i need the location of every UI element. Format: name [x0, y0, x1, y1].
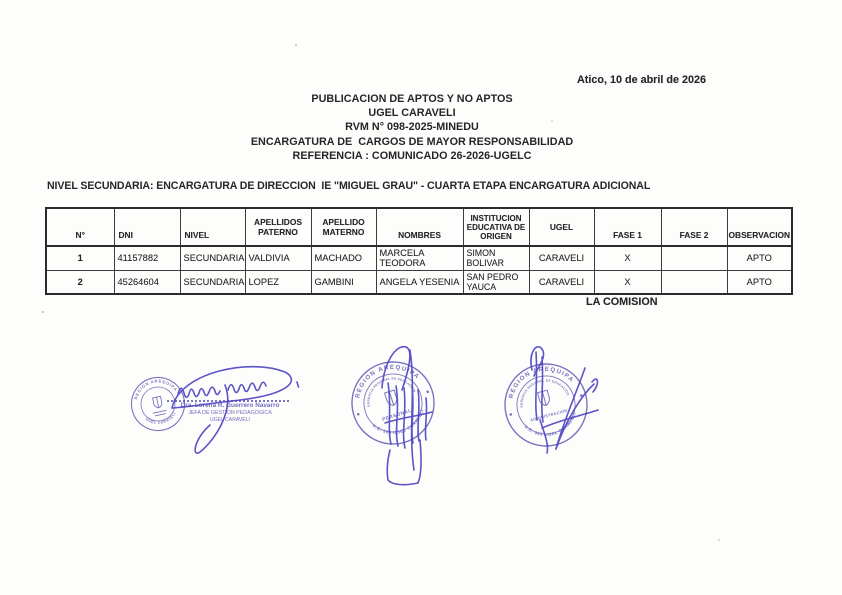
seal-center-label: PERSONAL [381, 408, 413, 423]
header-dni: DNI [114, 208, 180, 246]
cell-institucion: SIMON BOLIVAR [463, 246, 529, 270]
cell-institucion: SAN PEDRO YAUCA [463, 270, 529, 294]
title-block [0, 92, 824, 163]
table-header-row [46, 208, 792, 246]
header-fase2: FASE 2 [661, 208, 727, 246]
header-ugel: UGEL [529, 208, 594, 246]
scan-speck [42, 311, 44, 313]
header-observacion: OBSERVACION [727, 208, 792, 246]
header-num: N° [46, 208, 114, 246]
title-line-1: PUBLICACION DE APTOS Y NO APTOS [311, 93, 513, 105]
signature-right [531, 347, 598, 453]
header-nivel: NIVEL [180, 208, 245, 246]
cell-ugel: CARAVELI [529, 270, 594, 294]
title-line-4: ENCARGATURA DE CARGOS DE MAYOR RESPONSABILIDAD [250, 135, 574, 148]
signatory-org: UGEL CARAVELI [210, 417, 250, 423]
section-title: NIVEL SECUNDARIA: ENCARGATURA DE DIRECCION IE "MIGUEL GRAU" - CUARTA ETAPA ENCARGATURA ADICIONAL [47, 180, 651, 192]
seal-ring-bottom-text: UGEL CARAVELI [144, 411, 177, 426]
cell-apellido-paterno: VALDIVIA [245, 246, 311, 270]
header-nombres: NOMBRES [376, 208, 463, 246]
cell-observacion: APTO [727, 270, 792, 294]
signature-left [172, 367, 299, 454]
seal-center-label: ADMINISTRACION [529, 407, 568, 423]
cell-nivel: SECUNDARIA [180, 270, 245, 294]
signatures-overlay [100, 338, 620, 500]
date-line: Atico, 10 de abril de 2026 [576, 74, 706, 86]
table-row [46, 270, 792, 294]
seal-ring-top-text: REGION AREQUIPA [354, 363, 421, 399]
seal-ring-top-text: REGION AREQUIPA [132, 378, 179, 401]
title-line-3: RVM N° 098-2025-MINEDU [345, 121, 479, 134]
cell-nombres: MARCELA TEODORA [376, 246, 463, 270]
cell-apellido-paterno: LOPEZ [245, 270, 311, 294]
seal-ring-bottom-text: U.E. 305 UGEL CARAVELI [523, 411, 577, 438]
signatory-role: JEFA DE GESTION PEDAGOGICA [188, 410, 272, 416]
cell-ugel: CARAVELI [529, 246, 594, 270]
cell-num: 1 [46, 246, 114, 270]
aptitude-table [45, 207, 793, 295]
table-row [46, 246, 792, 270]
cell-nivel: SECUNDARIA [180, 246, 245, 270]
seal-ring-top-text: REGION AREQUIPA [507, 365, 576, 400]
scan-speck [551, 120, 553, 122]
cell-dni: 41157882 [114, 246, 180, 270]
cell-fase1: X [594, 270, 661, 294]
cell-dni: 45264604 [114, 270, 180, 294]
seal-ring-inner-text: GERENCIA REGIONAL DE EDUCACION [519, 378, 571, 408]
cell-apellido-materno: MACHADO [311, 246, 376, 270]
cell-nombres: ANGELA YESENIA [376, 270, 463, 294]
cell-num: 2 [46, 270, 114, 294]
cell-fase2 [661, 270, 727, 294]
header-fase1: FASE 1 [594, 208, 661, 246]
signature-middle [382, 347, 432, 485]
cell-fase2 [661, 246, 727, 270]
seal-ring-bottom-text: U.E. 305 UGEL CARAVELI [371, 408, 425, 436]
title-line-2: UGEL CARAVELI [368, 107, 456, 120]
cell-observacion: APTO [727, 246, 792, 270]
title-line-5: REFERENCIA : COMUNICADO 26-2026-UGELC [292, 149, 532, 162]
scan-speck [295, 44, 297, 46]
header-apellido-materno: APELLIDO MATERNO [311, 208, 376, 246]
scan-speck [718, 539, 720, 541]
cell-apellido-materno: GAMBINI [311, 270, 376, 294]
seal-ring-inner-text: GERENCIA REGIONAL DE EDUCACION [366, 376, 417, 408]
signatory-name: Dra. Lorena R. Guerrero Navarro [180, 402, 280, 409]
header-apellido-paterno: APELLIDOS PATERNO [245, 208, 311, 246]
header-institucion: INSTITUCION EDUCATIVA DE ORIGEN [463, 208, 529, 246]
commission-label: LA COMISION [586, 296, 658, 308]
cell-fase1: X [594, 246, 661, 270]
